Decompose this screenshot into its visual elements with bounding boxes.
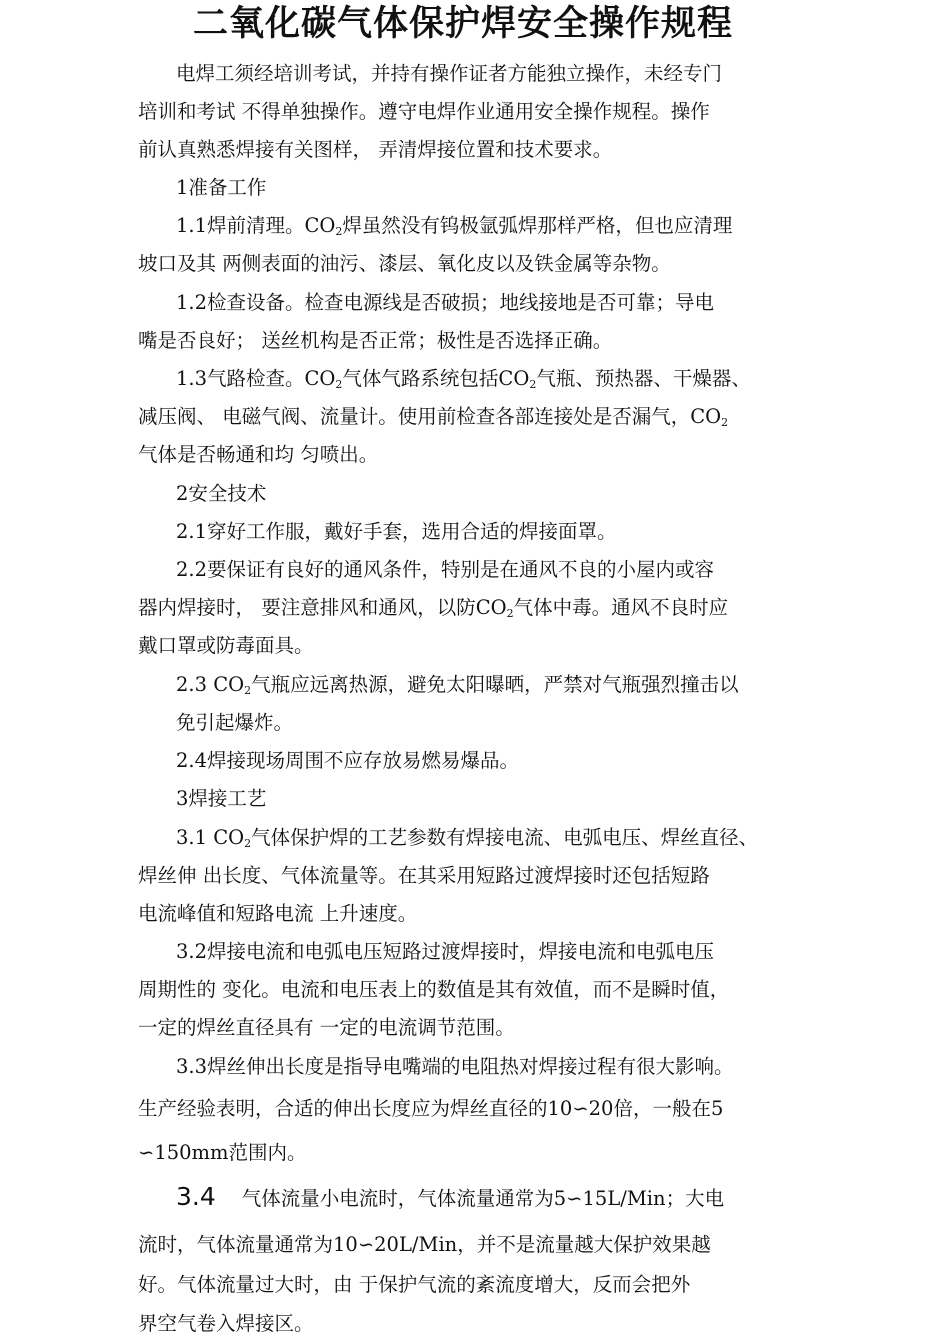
intro-line-1: 电焊工须经培训考试，并持有操作证者方能独立操作，未经专门: [176, 62, 723, 85]
para-3-1-line-2: 焊丝伸 出长度、气体流量等。在其采用短路过渡焊接时还包括短路: [138, 864, 710, 887]
para-2-2-line-3: 戴口罩或防毒面具。: [138, 634, 314, 657]
para-3-3-line-1: 3.3焊丝伸出长度是指导电嘴端的电阻热对焊接过程有很大影响。: [176, 1055, 734, 1078]
para-3-4-line-1: 3.4 气体流量小电流时，气体流量通常为5∽15L/Min；大电: [176, 1182, 725, 1211]
para-3-3-line-3: ∽150mm范围内。: [138, 1141, 307, 1164]
intro-line-2: 培训和考试 不得单独操作。遵守电焊作业通用安全操作规程。操作: [138, 100, 710, 123]
para-3-3-line-2: 生产经验表明，合适的伸出长度应为焊丝直径的10∽20倍，一般在5: [138, 1097, 724, 1120]
document-title: 二氧化碳气体保护焊安全操作规程: [192, 4, 733, 44]
para-3-4-line-3: 好。气体流量过大时，由 于保护气流的紊流度增大，反而会把外: [138, 1273, 691, 1296]
para-3-4-line-2: 流时，气体流量通常为10∽20L/Min，并不是流量越大保护效果越: [138, 1233, 711, 1256]
para-3-2-line-3: 一定的焊丝直径具有 一定的电流调节范围。: [138, 1016, 515, 1039]
para-1-1-line-1: 1.1焊前清理。$CO_2$焊虽然没有钨极氩弧焊那样严格，但也应清理: [176, 214, 733, 238]
para-1-3-line-1: 1.3气路检查。$CO_2$气体气路系统包括$CO_2$气瓶、预热器、干燥器、: [176, 367, 751, 391]
para-3-2-line-2: 周期性的 变化。电流和电压表上的数值是其有效值，而不是瞬时值，: [138, 978, 730, 1001]
para-2-2-line-2: 器内焊接时， 要注意排风和通风，以防$CO_2$气体中毒。通风不良时应: [138, 596, 729, 620]
para-3-1-line-3: 电流峰值和短路电流 上升速度。: [138, 902, 418, 925]
para-1-3-line-2: 减压阀、 电磁气阀、流量计。使用前检查各部连接处是否漏气，$CO_2$: [138, 405, 729, 429]
para-2-2-line-1: 2.2要保证有良好的通风条件，特别是在通风不良的小屋内或容: [176, 558, 715, 581]
para-3-4-line-4: 界空气卷入焊接区。: [138, 1312, 314, 1335]
section-1-heading: 1准备工作: [176, 176, 267, 199]
para-3-2-line-1: 3.2焊接电流和电弧电压短路过渡焊接时，焊接电流和电弧电压: [176, 940, 715, 963]
para-2-3-line-2: 免引起爆炸。: [176, 711, 294, 734]
para-2-4: 2.4焊接现场周围不应存放易燃易爆品。: [176, 749, 520, 772]
para-3-1-line-1: 3.1 $CO_2$气体保护焊的工艺参数有焊接电流、电弧电压、焊丝直径、: [176, 826, 759, 850]
section-3-heading: 3焊接工艺: [176, 787, 267, 810]
para-1-1-line-2: 坡口及其 两侧表面的油污、漆层、氧化皮以及铁金属等杂物。: [138, 252, 671, 275]
para-1-3-line-3: 气体是否畅通和均 匀喷出。: [138, 443, 379, 466]
section-2-heading: 2安全技术: [176, 482, 267, 505]
para-2-1: 2.1穿好工作服，戴好手套，选用合适的焊接面罩。: [176, 520, 617, 543]
para-2-3-line-1: 2.3 $CO_2$气瓶应远离热源，避免太阳曝晒，严禁对气瓶强烈撞击以: [176, 673, 739, 697]
para-1-2-line-1: 1.2检查设备。检查电源线是否破损；地线接地是否可靠；导电: [176, 291, 715, 314]
para-3-4-number: 3.4: [176, 1182, 216, 1211]
para-1-2-line-2: 嘴是否良好； 送丝机构是否正常；极性是否选择正确。: [138, 329, 613, 352]
intro-line-3: 前认真熟悉焊接有关图样， 弄清焊接位置和技术要求。: [138, 138, 613, 161]
